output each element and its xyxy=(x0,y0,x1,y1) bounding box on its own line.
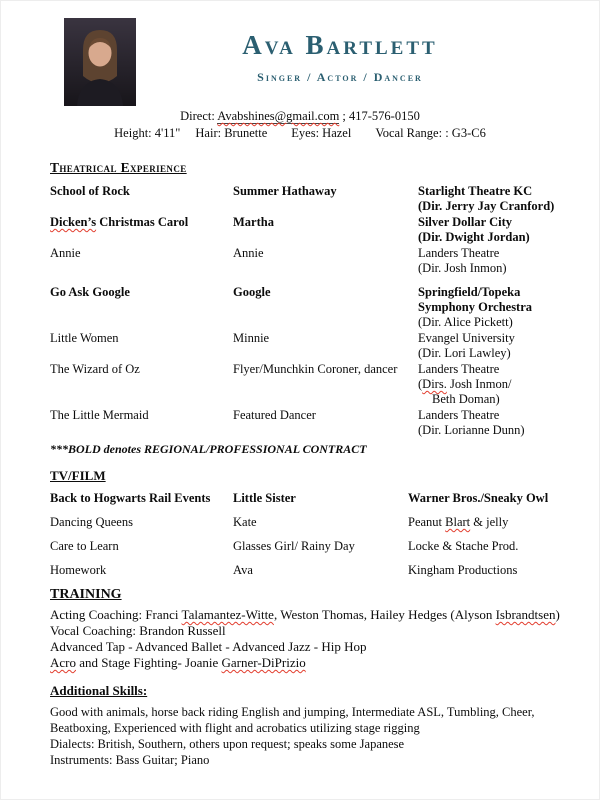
text-run: Josh Inmon/ xyxy=(446,377,512,391)
text-run: Dirs. xyxy=(422,377,447,391)
tvfilm-row xyxy=(50,491,562,506)
text-run: Talamantez-Witte xyxy=(181,607,274,622)
training-line xyxy=(50,607,562,623)
company-name xyxy=(408,539,562,554)
section-theatrical xyxy=(50,160,562,457)
role-name xyxy=(233,246,418,276)
text-run: (Dir. Alice Pickett) xyxy=(418,315,513,329)
section-heading-training: TRAINING xyxy=(50,587,122,602)
text-run: Locke & Stache Prod. xyxy=(408,539,519,553)
section-training xyxy=(50,587,562,671)
contact-line-direct xyxy=(0,108,600,125)
training-lines xyxy=(50,607,562,671)
show-title xyxy=(50,215,233,245)
training-line xyxy=(50,623,562,639)
tvfilm-row xyxy=(50,515,562,530)
text-run: ) xyxy=(555,607,560,622)
text-run: Minnie xyxy=(233,331,270,345)
text-run: Acting Coaching: Franci xyxy=(50,607,182,622)
skills-lines xyxy=(50,704,562,768)
text-run: School of Rock xyxy=(50,184,130,198)
company-name xyxy=(408,563,562,578)
text-run: Hair: Brunette xyxy=(195,126,268,140)
theatre-row xyxy=(50,362,562,407)
resume-header xyxy=(0,0,600,106)
venue-line xyxy=(418,377,562,392)
theatre-row xyxy=(50,331,562,361)
text-run: Warner Bros./Sneaky Owl xyxy=(408,491,549,505)
section-heading-theatrical: Theatrical Experience xyxy=(50,160,187,175)
text-run: Landers Theatre xyxy=(418,246,500,260)
theatre-row xyxy=(50,215,562,245)
text-run: Google xyxy=(233,285,271,299)
tvfilm-row xyxy=(50,539,562,554)
venue-line xyxy=(418,199,562,214)
production-title xyxy=(50,515,233,530)
role-name xyxy=(233,362,418,407)
text-run: ; 417-576-0150 xyxy=(339,109,420,123)
text-run: Care to Learn xyxy=(50,539,119,553)
venue-line xyxy=(418,246,562,261)
text-run: Blart xyxy=(445,515,471,529)
venue-line xyxy=(418,215,562,230)
text-run: Back to Hogwarts Rail Events xyxy=(50,491,211,505)
text-run: Ava xyxy=(233,563,253,577)
text-run: Height: 4'11" xyxy=(114,126,181,140)
skill-line xyxy=(50,736,562,752)
text-run: Starlight Theatre KC xyxy=(418,184,533,198)
bold-note: ***BOLD denotes REGIONAL/PROFESSIONAL CONTRACT xyxy=(50,442,367,456)
skill-line xyxy=(50,720,562,736)
company-name xyxy=(408,491,562,506)
text-run: Little Women xyxy=(50,331,119,345)
text-run: Acro xyxy=(50,655,76,670)
text-run: The Little Mermaid xyxy=(50,408,149,422)
subtitle: Singer / Actor / Dancer xyxy=(257,70,423,84)
venue-line xyxy=(418,423,562,438)
text-run: Annie xyxy=(233,246,264,260)
section-skills xyxy=(50,683,562,768)
text-run: Kate xyxy=(233,515,257,529)
theatre-row xyxy=(50,184,562,214)
theatre-row xyxy=(50,246,562,276)
training-line xyxy=(50,655,562,671)
role-name xyxy=(233,515,408,530)
text-run: Springfield/Topeka xyxy=(418,285,521,299)
text-run: Dialects: British, Southern, others upon request; speaks some Japanese xyxy=(50,737,405,751)
text-run: (Dir. Dwight Jordan) xyxy=(418,230,530,244)
show-title xyxy=(50,408,233,438)
text-run: Beatboxing, Experienced with flight and acrobatics utilizing stage rigging xyxy=(50,721,420,735)
text-run: Flyer/Munchkin Coroner, dancer xyxy=(233,362,398,376)
text-run: (Dir. Lorianne Dunn) xyxy=(418,423,525,437)
headshot-photo xyxy=(64,18,136,106)
venue-line xyxy=(418,315,562,330)
contact-line-stats xyxy=(0,125,600,142)
text-run: Landers Theatre xyxy=(418,362,500,376)
show-title xyxy=(50,246,233,276)
text-run: Featured Dancer xyxy=(233,408,316,422)
role-name xyxy=(233,215,418,245)
venue-line xyxy=(418,285,562,300)
text-run: Dicken’s xyxy=(50,215,97,229)
venue-line xyxy=(418,300,562,315)
show-title xyxy=(50,331,233,361)
contact-block xyxy=(0,108,600,142)
text-run: & jelly xyxy=(470,515,509,529)
role-name xyxy=(233,184,418,214)
text-run: Vocal Range: : G3-C6 xyxy=(375,126,486,140)
venue-cell xyxy=(418,285,562,330)
show-title xyxy=(50,362,233,407)
production-title xyxy=(50,539,233,554)
venue-line xyxy=(418,184,562,199)
page-title: Ava Bartlett xyxy=(242,30,438,60)
text-run: Vocal Coaching: Brandon Russell xyxy=(50,623,226,638)
role-name xyxy=(233,539,408,554)
theatrical-table xyxy=(50,184,562,438)
text-run: Garner-DiPrizio xyxy=(221,655,306,670)
venue-cell xyxy=(418,215,562,245)
section-heading-tvfilm: TV/FILM xyxy=(50,468,106,483)
venue-line xyxy=(418,392,562,407)
show-title xyxy=(50,285,233,330)
text-run: Eyes: Hazel xyxy=(291,126,352,140)
text-run: , Weston Thomas, Hailey Hedges (Alyson xyxy=(273,607,496,622)
text-run: (Dir. Lori Lawley) xyxy=(418,346,511,360)
text-run: Glasses Girl/ Rainy Day xyxy=(233,539,355,553)
text-run: The Wizard of Oz xyxy=(50,362,140,376)
venue-line xyxy=(418,346,562,361)
company-name xyxy=(408,515,562,530)
text-run: Dancing Queens xyxy=(50,515,133,529)
venue-line xyxy=(418,331,562,346)
text-run: Summer Hathaway xyxy=(233,184,337,198)
text-run: Go Ask Google xyxy=(50,285,130,299)
text-run: (Dir. Jerry Jay Cranford) xyxy=(418,199,555,213)
theatre-row xyxy=(50,408,562,438)
text-run: Direct: xyxy=(180,109,218,123)
text-run: ( xyxy=(418,377,423,391)
skill-line xyxy=(50,704,562,720)
text-run: Kingham Productions xyxy=(408,563,518,577)
text-run: Instruments: Bass Guitar; Piano xyxy=(50,753,210,767)
role-name xyxy=(233,408,418,438)
role-name xyxy=(233,491,408,506)
text-run: Beth Doman) xyxy=(432,392,500,406)
venue-line xyxy=(418,408,562,423)
tvfilm-row xyxy=(50,563,562,578)
text-run: Homework xyxy=(50,563,107,577)
text-run: Peanut xyxy=(408,515,446,529)
venue-line xyxy=(418,362,562,377)
production-title xyxy=(50,563,233,578)
venue-cell xyxy=(418,362,562,407)
theatre-row xyxy=(50,285,562,330)
role-name xyxy=(233,563,408,578)
text-run: (Dir. Josh Inmon) xyxy=(418,261,507,275)
text-run: and Stage Fighting- Joanie xyxy=(76,655,222,670)
text-run: Christmas Carol xyxy=(96,215,189,229)
email-link[interactable]: Avabshines@gmail.com xyxy=(217,109,340,123)
text-run: Martha xyxy=(233,215,274,229)
venue-cell xyxy=(418,246,562,276)
section-tvfilm xyxy=(50,468,562,578)
text-run: Good with animals, horse back riding English and jumping, Intermediate ASL, Tumbling, Cheer, xyxy=(50,705,535,719)
skill-line xyxy=(50,752,562,768)
text-run: Symphony Orchestra xyxy=(418,300,533,314)
venue-cell xyxy=(418,408,562,438)
section-heading-skills: Additional Skills: xyxy=(50,683,148,698)
text-run: Isbrandtsen xyxy=(495,607,556,622)
text-run: Landers Theatre xyxy=(418,408,500,422)
tvfilm-table xyxy=(50,491,562,578)
person-photo-placeholder xyxy=(64,18,136,106)
show-title xyxy=(50,184,233,214)
venue-line xyxy=(418,261,562,276)
role-name xyxy=(233,331,418,361)
title-block xyxy=(140,30,540,85)
text-run: Little Sister xyxy=(233,491,296,505)
text-run: Silver Dollar City xyxy=(418,215,512,229)
training-line xyxy=(50,639,562,655)
venue-cell xyxy=(418,184,562,214)
venue-cell xyxy=(418,331,562,361)
text-run: Advanced Tap - Advanced Ballet - Advanced Jazz - Hip Hop xyxy=(50,639,367,654)
production-title xyxy=(50,491,233,506)
text-run: Annie xyxy=(50,246,81,260)
venue-line xyxy=(418,230,562,245)
role-name xyxy=(233,285,418,330)
text-run: Evangel University xyxy=(418,331,515,345)
